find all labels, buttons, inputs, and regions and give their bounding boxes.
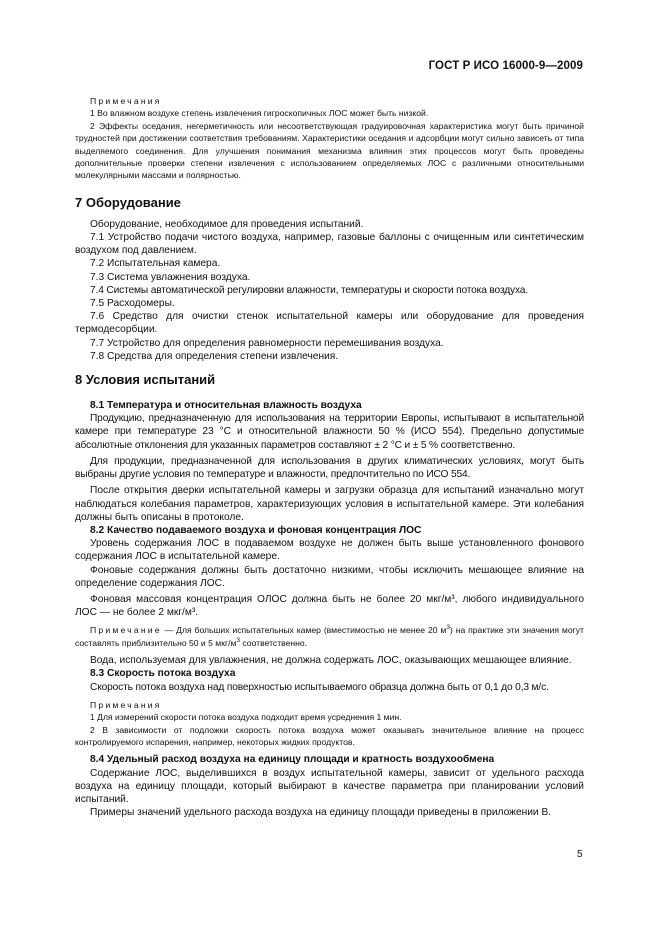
page-content: [75, 95, 584, 819]
paragraph: Примеры значений удельного расхода воздуха на единицу площади приведены в приложении В.: [90, 807, 552, 819]
paragraph: Содержание ЛОС, выделившихся в воздух испытательной камеры, зависит от удельного расхода воздуха на единицу площади, который выбирают в качестве параметра при планировании условий испытаний.: [75, 767, 584, 805]
notes-heading: Примечания: [90, 96, 162, 106]
subsection-8-4-title: 8.4 Удельный расход воздуха на единицу площади и кратность воздухообмена: [90, 754, 495, 766]
equipment-item: 7.3 Система увлажнения воздуха.: [90, 271, 251, 283]
paragraph: Уровень содержания ЛОС в подаваемом воздухе не должен быть выше установленного фонового содержания ЛОС в испытательной камере.: [75, 538, 584, 563]
subsection-8-3-title: 8.3 Скорость потока воздуха: [90, 668, 236, 680]
note-item: 2 Эффекты оседания, негерметичность или несоответствующая градуировочная характеристика могут быть причиной трудностей при достижении соответствия требованиям. Характеристики оседания и адсорбции могут сильно зависеть от типа выделяемого соединения. Для улучшения понимания механизма влияния этих процессов могут быть проведены дополнительные проверки степени извлечения с использованием определяемых ЛОС с различными относительными молекулярными массами и полярностью.: [75, 120, 584, 181]
section-7-title: 7 Оборудование: [75, 194, 181, 210]
equipment-item: 7.1 Устройство подачи чистого воздуха, например, газовые баллоны с очищенным или синтетическим воздухом под давлением.: [75, 232, 584, 257]
equipment-item: 7.2 Испытательная камера.: [90, 258, 221, 270]
paragraph: Скорость потока воздуха над поверхностью испытываемого образца должна быть от 0,1 до 0,3 м/с.: [90, 681, 549, 693]
paragraph: Вода, используемая для увлажнения, не должна содержать ЛОС, оказывающих мешающее влияние.: [90, 655, 572, 667]
inline-note: Примечание — Для больших испытательных камер (вместимостью не менее 20 $м^3$) на практике эти значения могут составлять приблизительно 50 и 5 мкг/$м^3$ соответственно.: [75, 624, 584, 648]
paragraph: Для продукции, предназначенной для использования в других климатических условиях, могут быть выбраны другие условия по температуре и влажности, предпочтительно по ИСО 554.: [75, 455, 584, 481]
note-label: Примечание: [90, 625, 162, 636]
standard-code-header: ГОСТ Р ИСО 16000-9—2009: [428, 60, 583, 72]
equipment-item: 7.8 Средства для определения степени извлечения.: [90, 350, 339, 362]
note-item: 1 Во влажном воздухе степень извлечения гигроскопичных ЛОС может быть низкой.: [90, 108, 429, 119]
equipment-item: 7.6 Средство для очистки стенок испытательной камеры или оборудование для проведения термодесорбции.: [75, 311, 584, 336]
note-item: 2 В зависимости от подложки скорость потока воздуха может оказывать значительное влияние на процесс контролируемого испарения, например, некоторых жидких продуктов.: [75, 724, 584, 747]
paragraph: После открытия дверки испытательной камеры и загрузки образца для испытаний изначально могут наблюдаться колебания параметров, характеризующих условия в испытательной камере. Эти колебания должны быть описаны в протоколе.: [75, 485, 584, 523]
section-7-intro: Оборудование, необходимое для проведения испытаний.: [90, 218, 364, 230]
subsection-8-1-title: 8.1 Температура и относительная влажность воздуха: [90, 400, 362, 412]
page-number: 5: [577, 849, 583, 860]
equipment-item: 7.4 Системы автоматической регулировки влажности, температуры и скорости потока воздуха.: [90, 284, 529, 296]
equipment-item: 7.7 Устройство для определения равномерности перемешивания воздуха.: [90, 337, 444, 349]
paragraph: Продукцию, предназначенную для использования на территории Европы, испытывают в испытательной камере при температуре 23 °С и относительной влажности 50 % (ИСО 554). Предельно допустимые абсолютные отклонения для указанных параметров составляют ± 2 °С и ± 5 % соответственно.: [75, 413, 584, 451]
equipment-item: 7.5 Расходомеры.: [90, 298, 175, 310]
notes-heading: Примечания: [90, 699, 162, 710]
paragraph: Фоновые содержания должны быть достаточно низкими, чтобы исключить мешающее влияние на определение содержания ЛОС.: [75, 564, 584, 589]
note-item: 1 Для измерений скорости потока воздуха подходит время усреднения 1 мин.: [90, 712, 402, 723]
subsection-8-2-title: 8.2 Качество подаваемого воздуха и фоновая концентрация ЛОС: [90, 524, 422, 536]
section-8-title: 8 Условия испытаний: [75, 372, 216, 388]
paragraph: Фоновая массовая концентрация ОЛОС должна быть не более 20 мкг/м³, любого индивидуального ЛОС — не более 2 мкг/м³.: [75, 593, 584, 619]
